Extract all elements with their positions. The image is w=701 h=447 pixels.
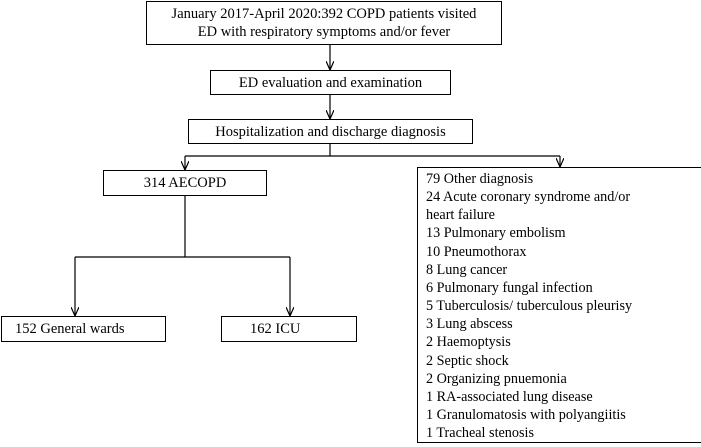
other-diagnosis-item: 2 Organizing pnuemonia [426, 370, 567, 387]
other-diagnosis-item: 24 Acute coronary syndrome and/or [426, 189, 631, 206]
other-diagnosis-item: 2 Haemoptysis [426, 334, 511, 351]
other-diagnosis-item: 3 Lung abscess [426, 316, 513, 333]
other-diagnosis-item: 10 Pneumothorax [426, 243, 527, 260]
other-diagnosis-item: 1 RA-associated lung disease [426, 388, 593, 405]
general-wards-box-label: 152 General wards [15, 321, 125, 337]
other-diagnosis-item: heart failure [426, 207, 495, 224]
aecopd-box [103, 170, 267, 196]
other-diagnosis-item: 1 Granulomatosis with polyangiitis [426, 407, 626, 424]
evaluation-box-label: ED evaluation and examination [238, 75, 423, 91]
other-diagnosis-item: 2 Septic shock [426, 352, 509, 369]
start-box-line-2: ED with respiratory symptoms and/or fever [197, 24, 451, 40]
other-diagnosis-item: 8 Lung cancer [426, 261, 508, 278]
other-diagnosis-item: 13 Pulmonary embolism [426, 225, 566, 242]
start-box-line-1: January 2017-April 2020:392 COPD patients visited [171, 6, 477, 22]
icu-box-label: 162 ICU [250, 321, 301, 337]
general-wards-box [1, 316, 166, 342]
other-diagnosis-box [417, 167, 701, 443]
other-diagnosis-item: 79 Other diagnosis [426, 171, 534, 187]
other-diagnosis-item: 5 Tuberculosis/ tuberculous pleurisy [426, 298, 633, 315]
hospitalization-box [188, 119, 473, 144]
icu-box [221, 316, 357, 342]
start-box [146, 1, 502, 45]
hospitalization-box-label: Hospitalization and discharge diagnosis [215, 124, 446, 140]
other-diagnosis-item: 1 Tracheal stenosis [426, 425, 534, 442]
aecopd-box-label: 314 AECOPD [143, 175, 227, 191]
other-diagnosis-item: 6 Pulmonary fungal infection [426, 279, 593, 296]
evaluation-box [210, 70, 451, 95]
